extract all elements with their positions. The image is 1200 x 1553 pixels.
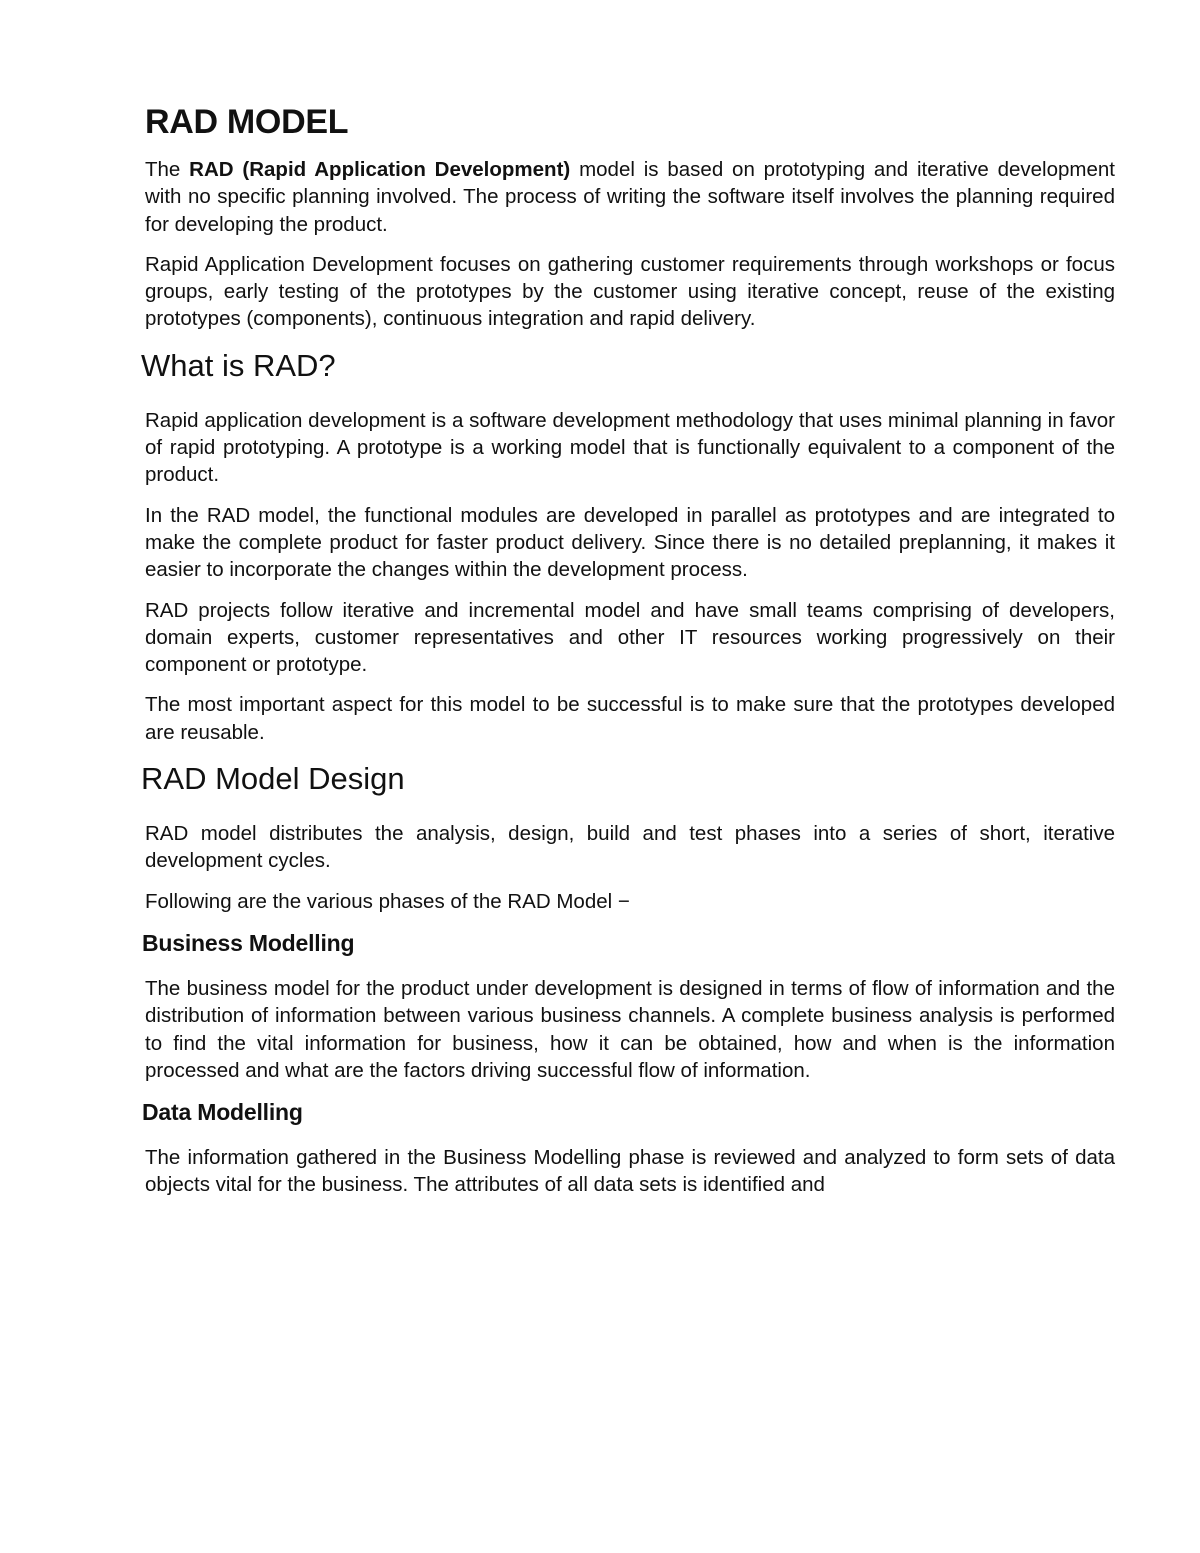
what-is-rad-paragraph-3: RAD projects follow iterative and incremental model and have small teams comprising of developers, domain experts, customer representatives and other IT resources working progressively on their component or prototype. (145, 598, 1115, 677)
spacer (145, 958, 1115, 975)
spacer (145, 386, 1115, 407)
design-paragraph-2: Following are the various phases of the RAD Model − (145, 889, 630, 913)
spacer (145, 799, 1115, 820)
what-is-rad-paragraph-2: In the RAD model, the functional modules are developed in parallel as prototypes and are integrated to make the complete product for faster product delivery. Since there is no detailed preplanning, it makes it easier to incorporate the changes within the development process. (145, 503, 1115, 582)
intro-rest: model is based on prototyping and iterative development with no specific planning involved. The process of writing the software itself involves the planning required for developing the product. (145, 158, 1115, 236)
rad-model-design-heading: RAD Model Design (141, 761, 405, 797)
intro-bold-term: RAD (Rapid Application Development) (189, 158, 571, 181)
data-modelling-heading: Data Modelling (142, 1099, 303, 1126)
spacer (145, 1127, 1115, 1144)
intro-paragraph-1 (145, 156, 1115, 238)
document-page (141, 100, 1115, 1212)
what-is-rad-paragraph-1: Rapid application development is a software development methodology that uses minimal planning in favor of rapid prototyping. A prototype is a working model that is functionally equivalent to a component of the product. (145, 408, 1115, 487)
what-is-rad-paragraph-4: The most important aspect for this model to be successful is to make sure that the prototypes developed are reusable. (145, 693, 1115, 744)
design-paragraph-1: RAD model distributes the analysis, design, build and test phases into a series of short, iterative development cycles. (145, 822, 1115, 873)
what-is-rad-heading: What is RAD? (141, 347, 336, 383)
business-modelling-heading: Business Modelling (142, 929, 355, 956)
business-modelling-paragraph: The business model for the product under development is designed in terms of flow of information and the distribution of information between various business channels. A complete business analysis is performed to find the vital information for business, how it can be obtained, how and when is the information processed and what are the factors driving successful flow of information. (145, 976, 1115, 1082)
data-modelling-paragraph: The information gathered in the Business Modelling phase is reviewed and analyzed to form sets of data objects vital for the business. The attributes of all data sets is identified and (145, 1146, 1115, 1197)
document-title: RAD MODEL (145, 103, 349, 141)
intro-paragraph-2: Rapid Application Development focuses on gathering customer requirements through workshops or focus groups, early testing of the prototypes by the customer using iterative concept, reuse of the existing prototypes (components), continuous integration and rapid delivery. (145, 252, 1115, 331)
intro-prefix: The (145, 158, 190, 181)
